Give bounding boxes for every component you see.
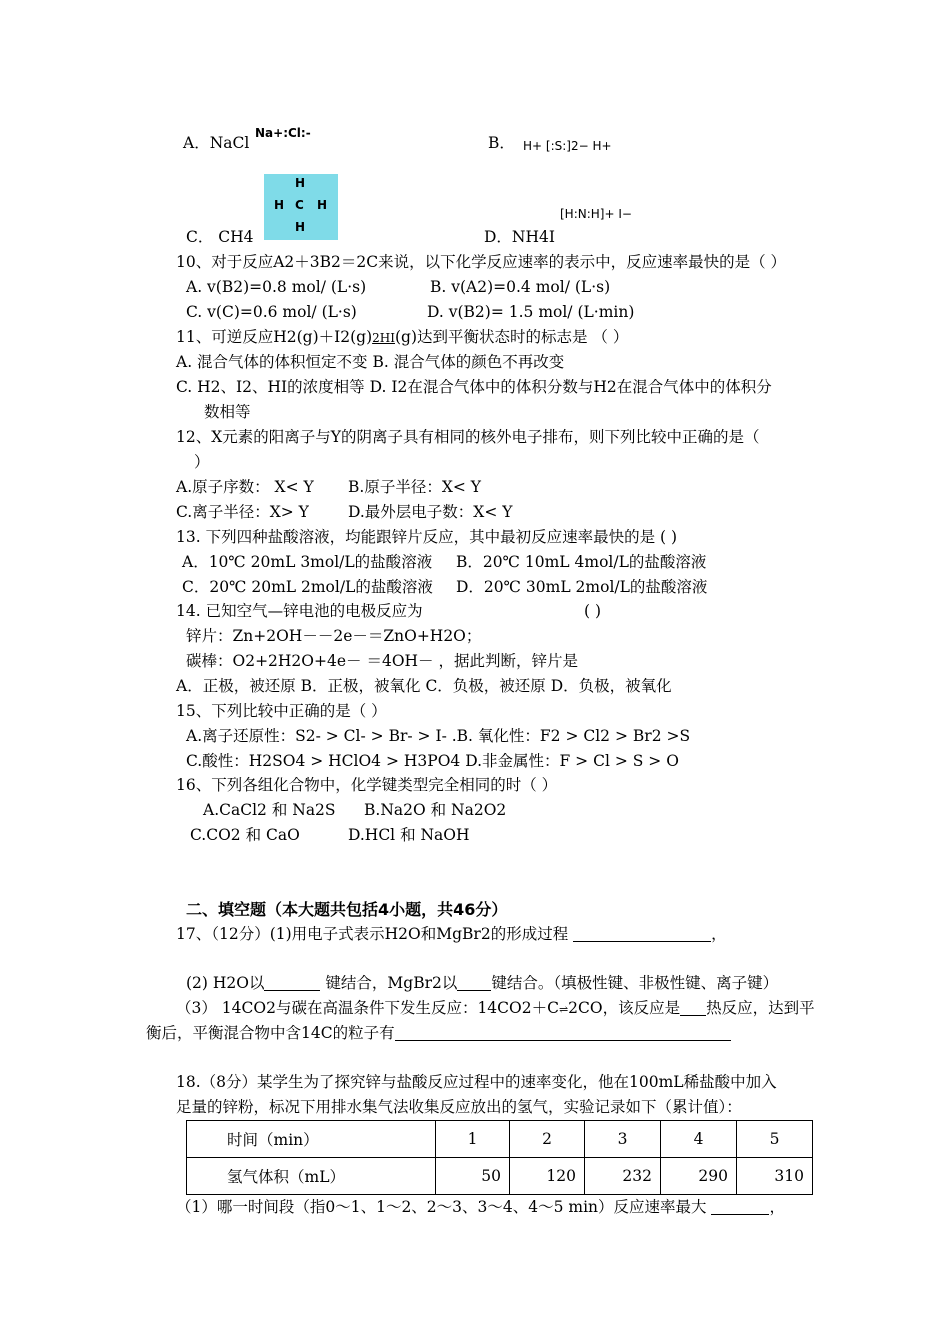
q14-carbon-reaction: 碳棒：O2+2H2O+4e－ ＝4OH－ ，据此判断，锌片是 [186,652,578,670]
equilibrium-arrow: 2HI [372,331,395,345]
table-cell: 290 [661,1158,737,1195]
q10-stem: 10、对于反应A2＋3B2＝2C来说，以下化学反应速率的表示中，反应速率最快的是（ ） [176,253,787,271]
table-cell: 5 [737,1121,813,1158]
q11-option-d-part1: D. I2在混合气体中的体积分数与H2在混合气体中的体积分 [369,378,772,396]
q17-line1 [176,924,727,944]
q15-options-cd: C.酸性：H2SO4 > HClO4 > H3PO4 D.非金属性：F > Cl > S > O [186,752,679,770]
q10-option-b: B. v(A2)=0.4 mol/ (L·s) [430,278,611,296]
answer-blank-17-1[interactable] [573,925,711,942]
q9-option-d-label: D．NH4I [484,228,555,246]
q11-option-a: A. 混合气体的体积恒定不变 [176,353,368,371]
q11-stem [176,327,628,348]
data-table [186,1120,813,1195]
q11-option-b: B. 混合气体的颜色不再改变 [372,353,565,371]
q17-line4 [146,1023,731,1043]
q18-sub1-end: ， [769,1198,785,1216]
q10-option-d: D. v(B2)= 1.5 mol/ (L·min) [427,303,635,321]
q11-stem-post: (g)达到平衡状态时的标志是 （ ） [394,328,629,346]
q17-line3-a: （3） 14CO2与碳在高温条件下发生反应：14CO2＋C [176,999,559,1017]
q12-option-c: C.离子半径：X> Y [176,503,309,521]
q18-sub1-text: （1）哪一时间段（指0～1、1～2、2～3、3～4、4～5 min）反应速率最大 [176,1198,707,1216]
q11-stem-pre: 11、可逆反应H2(g)＋I2(g) [176,328,373,346]
q9-option-c-label: C． CH4 [186,228,254,246]
q13-option-c: C．20℃ 20mL 2mol/L的盐酸溶液 [182,578,433,596]
q17-line1-text: 17、（12分）(1)用电子式表示H2O和MgBr2的形成过程 [176,925,569,943]
q16-stem: 16、下列各组化合物中，化学键类型完全相同的时（ ） [176,776,558,794]
q13-option-d: D．20℃ 30mL 2mol/L的盐酸溶液 [456,578,708,596]
table-cell: 3 [585,1121,661,1158]
table-cell: 1 [436,1121,510,1158]
ch4-h-right: H [317,198,328,212]
q15-stem: 15、下列比较中正确的是（ ） [176,702,387,720]
ch4-h-bottom: H [295,220,306,234]
table-cell: 2 [510,1121,585,1158]
section-title: 二、填空题（本大题共包括4小题，共46分） [186,900,508,919]
answer-blank-18-1[interactable] [711,1198,769,1215]
q9-option-b-label: B． [488,134,515,152]
table-cell: 310 [737,1158,813,1195]
nacl-structure: Na+:Cl:- [255,126,311,140]
table-header-volume: 氢气体积（mL） [187,1158,436,1195]
q18-line1: 18.（8分）某学生为了探究锌与盐酸反应过程中的速率变化，他在100mL稀盐酸中加入 [176,1073,777,1091]
table-cell: 120 [510,1158,585,1195]
q17-line2-b: 键结合，MgBr2以 [325,974,458,992]
answer-blank-17-2b[interactable] [457,974,491,991]
table-cell: 50 [436,1158,510,1195]
q14-stem: 14. 已知空气—锌电池的电极反应为 [176,602,423,620]
q11-option-ab [176,352,564,372]
q17-line4-text: 衡后，平衡混合物中含14C的粒子有 [146,1024,395,1042]
table-header-time: 时间（min） [187,1121,436,1158]
q16-option-c: C.CO2 和 CaO [190,826,300,844]
answer-blank-17-2a[interactable] [264,974,320,991]
q15-options-ab: A.离子还原性：S2- > Cl- > Br- > I- .B. 氧化性：F2 > Cl2 > Br2 >S [186,727,691,745]
q14-paren: ( ) [584,602,602,620]
q12-stem-part1: 12、X元素的阳离子与Y的阴离子具有相同的核外电子排布，则下列比较中正确的是（ [176,428,760,446]
ch4-h-left: H [274,198,285,212]
q11-option-cd [176,377,772,397]
ch4-c-center: C [295,198,304,212]
q9-option-a-label: A．NaCl [183,134,250,152]
q17-line3-b: 2CO，该反应是 [568,999,681,1017]
nh4i-structure: [H:N:H]+ I− [560,207,632,221]
q16-option-a: A.CaCl2 和 Na2S [203,801,336,819]
q12-option-a: A.原子序数： X< Y [176,478,314,496]
reversible-arrow: ⇌ [558,1003,569,1016]
ch4-structure [264,174,338,240]
q18-sub1 [176,1197,785,1217]
q10-option-c: C. v(C)=0.6 mol/ (L·s) [186,303,357,321]
q14-zinc-reaction: 锌片：Zn+2OH－－2e－＝ZnO+H2O； [186,627,482,645]
q12-option-b: B.原子半径：X< Y [348,478,481,496]
q18-line2: 足量的锌粉，标况下用排水集气法收集反应放出的氢气，实验记录如下（累计值）： [176,1098,742,1116]
h2s-structure: H+ [:S:]2− H+ [523,139,612,153]
q17-line3-c: 热反应，达到平 [706,999,815,1017]
table-cell: 232 [585,1158,661,1195]
q12-option-d: D.最外层电子数：X< Y [348,503,513,521]
answer-blank-17-4[interactable] [395,1024,731,1041]
q17-line3 [176,998,815,1020]
q13-stem: 13. 下列四种盐酸溶液，均能跟锌片反应，其中最初反应速率最快的是 ( ) [176,528,678,546]
q17-line2-a: (2) H2O以 [186,974,265,992]
q11-option-c: C. H2、I2、HI的浓度相等 [176,378,365,396]
answer-blank-17-3[interactable] [680,999,706,1016]
q13-option-b: B．20℃ 10mL 4mol/L的盐酸溶液 [456,553,707,571]
ch4-h-top: H [295,176,306,190]
q12-stem-part2: ） [194,453,210,471]
q10-option-a: A. v(B2)=0.8 mol/ (L·s) [186,278,367,296]
q13-option-a: A．10℃ 20mL 3mol/L的盐酸溶液 [182,553,433,571]
table-row [187,1121,813,1158]
q11-option-d-part2: 数相等 [204,403,251,421]
q16-option-b: B.Na2O 和 Na2O2 [364,801,507,819]
q17-line1-end: ， [711,925,727,943]
table-cell: 4 [661,1121,737,1158]
q17-line2 [186,973,778,993]
table-row [187,1158,813,1195]
q16-option-d: D.HCl 和 NaOH [348,826,470,844]
q17-line2-c: 键结合。（填极性键、非极性键、离子键） [491,974,779,992]
q14-options: A．正极，被还原 B．正极，被氧化 C．负极，被还原 D．负极，被氧化 [176,677,672,695]
